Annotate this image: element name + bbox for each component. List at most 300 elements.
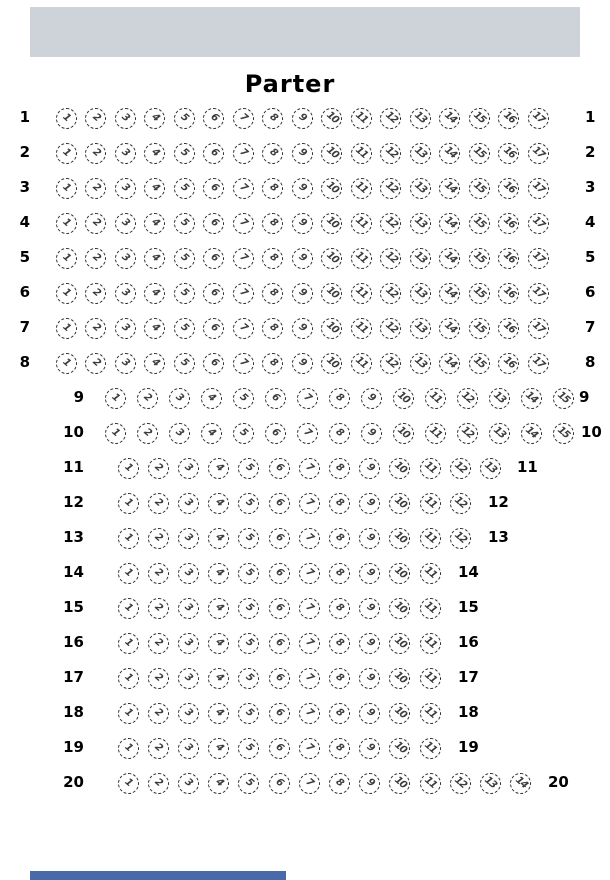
seat[interactable]: [292, 178, 313, 199]
seat[interactable]: [233, 318, 254, 339]
seat[interactable]: [178, 493, 199, 514]
seat[interactable]: [393, 423, 414, 444]
seat[interactable]: [389, 738, 410, 759]
seat[interactable]: [480, 773, 501, 794]
seat[interactable]: [321, 213, 342, 234]
seat[interactable]: [201, 388, 222, 409]
seat[interactable]: [439, 283, 460, 304]
seat[interactable]: [380, 248, 401, 269]
seat[interactable]: [498, 143, 519, 164]
seat[interactable]: [351, 318, 372, 339]
seat[interactable]: [469, 248, 490, 269]
seat[interactable]: [329, 633, 350, 654]
seat[interactable]: [137, 423, 158, 444]
seat[interactable]: [169, 423, 190, 444]
seat[interactable]: [469, 213, 490, 234]
seat[interactable]: [269, 668, 290, 689]
seat[interactable]: [389, 703, 410, 724]
seat[interactable]: [169, 388, 190, 409]
seat[interactable]: [238, 563, 259, 584]
seat[interactable]: [410, 108, 431, 129]
seat[interactable]: [144, 318, 165, 339]
seat[interactable]: [329, 458, 350, 479]
seat[interactable]: [439, 143, 460, 164]
seat[interactable]: [361, 423, 382, 444]
seat[interactable]: [115, 353, 136, 374]
seat[interactable]: [329, 703, 350, 724]
seat[interactable]: [528, 318, 549, 339]
seat[interactable]: [174, 353, 195, 374]
seat[interactable]: [420, 493, 441, 514]
seat[interactable]: [528, 178, 549, 199]
seat[interactable]: [321, 108, 342, 129]
seat[interactable]: [203, 143, 224, 164]
seat[interactable]: [439, 353, 460, 374]
seat-number: 5: [243, 601, 255, 614]
seat[interactable]: [115, 248, 136, 269]
seat[interactable]: [420, 738, 441, 759]
seat[interactable]: [299, 563, 320, 584]
seat[interactable]: [85, 283, 106, 304]
seat[interactable]: [299, 598, 320, 619]
seat[interactable]: [203, 178, 224, 199]
seat[interactable]: [439, 248, 460, 269]
seat[interactable]: [118, 668, 139, 689]
seat[interactable]: [420, 773, 441, 794]
seat[interactable]: [351, 248, 372, 269]
seat[interactable]: [233, 213, 254, 234]
seat[interactable]: [450, 493, 471, 514]
seat[interactable]: [174, 143, 195, 164]
seat[interactable]: [265, 423, 286, 444]
seat-number: 8: [333, 461, 346, 474]
seat[interactable]: [528, 283, 549, 304]
seat[interactable]: [410, 143, 431, 164]
seat[interactable]: [410, 213, 431, 234]
seat[interactable]: [148, 633, 169, 654]
seat-number: 12: [382, 109, 399, 126]
seat[interactable]: [359, 598, 380, 619]
seat[interactable]: [262, 178, 283, 199]
seat[interactable]: [389, 773, 410, 794]
seat[interactable]: [439, 178, 460, 199]
seat[interactable]: [498, 108, 519, 129]
seat[interactable]: [351, 178, 372, 199]
seat[interactable]: [144, 108, 165, 129]
seat[interactable]: [553, 388, 574, 409]
seat[interactable]: [115, 318, 136, 339]
seat[interactable]: [115, 143, 136, 164]
seat-number: 10: [392, 774, 409, 791]
seat[interactable]: [118, 633, 139, 654]
seat[interactable]: [269, 773, 290, 794]
seat[interactable]: [420, 528, 441, 549]
seat[interactable]: [269, 458, 290, 479]
seat[interactable]: [389, 458, 410, 479]
seat[interactable]: [553, 423, 574, 444]
seat[interactable]: [480, 458, 501, 479]
seat[interactable]: [361, 388, 382, 409]
seat[interactable]: [299, 738, 320, 759]
seat[interactable]: [148, 563, 169, 584]
seat[interactable]: [380, 178, 401, 199]
seat[interactable]: [238, 458, 259, 479]
seat[interactable]: [208, 633, 229, 654]
seat[interactable]: [292, 353, 313, 374]
seat[interactable]: [208, 668, 229, 689]
seat[interactable]: [420, 668, 441, 689]
seat-number: 11: [353, 214, 370, 231]
seat[interactable]: [148, 528, 169, 549]
seat[interactable]: [56, 108, 77, 129]
seat[interactable]: [208, 563, 229, 584]
seat[interactable]: [174, 178, 195, 199]
seat[interactable]: [208, 458, 229, 479]
seat[interactable]: [115, 108, 136, 129]
seat[interactable]: [389, 633, 410, 654]
seat[interactable]: [85, 108, 106, 129]
seat[interactable]: [498, 213, 519, 234]
seat[interactable]: [521, 388, 542, 409]
seat[interactable]: [292, 318, 313, 339]
seat[interactable]: [174, 108, 195, 129]
seat[interactable]: [174, 318, 195, 339]
seat[interactable]: [118, 493, 139, 514]
seat[interactable]: [457, 423, 478, 444]
seat[interactable]: [118, 703, 139, 724]
seat[interactable]: [297, 388, 318, 409]
seat[interactable]: [233, 143, 254, 164]
seat[interactable]: [359, 528, 380, 549]
seat[interactable]: [118, 528, 139, 549]
seat[interactable]: [178, 598, 199, 619]
seat[interactable]: [420, 703, 441, 724]
seat[interactable]: [498, 353, 519, 374]
seat[interactable]: [469, 143, 490, 164]
seat[interactable]: [203, 108, 224, 129]
seat[interactable]: [233, 108, 254, 129]
seat[interactable]: [329, 598, 350, 619]
seat[interactable]: [233, 423, 254, 444]
seat[interactable]: [521, 423, 542, 444]
seat[interactable]: [174, 248, 195, 269]
seat[interactable]: [321, 318, 342, 339]
seat[interactable]: [118, 738, 139, 759]
seat[interactable]: [469, 108, 490, 129]
seat[interactable]: [265, 388, 286, 409]
seat[interactable]: [299, 633, 320, 654]
seat[interactable]: [329, 493, 350, 514]
seat[interactable]: [262, 248, 283, 269]
seat[interactable]: [144, 283, 165, 304]
seat-number: 12: [452, 494, 469, 511]
seat[interactable]: [238, 773, 259, 794]
seat[interactable]: [203, 248, 224, 269]
seat[interactable]: [389, 563, 410, 584]
seat[interactable]: [148, 458, 169, 479]
seat[interactable]: [238, 738, 259, 759]
seat[interactable]: [299, 668, 320, 689]
seat[interactable]: [450, 528, 471, 549]
seat[interactable]: [410, 353, 431, 374]
seat[interactable]: [351, 143, 372, 164]
seat[interactable]: [118, 598, 139, 619]
seat[interactable]: [144, 213, 165, 234]
seat[interactable]: [56, 318, 77, 339]
seat[interactable]: [148, 773, 169, 794]
seat[interactable]: [389, 598, 410, 619]
seat[interactable]: [528, 353, 549, 374]
seat[interactable]: [85, 213, 106, 234]
seat[interactable]: [233, 248, 254, 269]
seat[interactable]: [115, 178, 136, 199]
seat[interactable]: [233, 283, 254, 304]
seat[interactable]: [469, 318, 490, 339]
seat[interactable]: [201, 423, 222, 444]
seat[interactable]: [269, 633, 290, 654]
seat[interactable]: [380, 213, 401, 234]
seat[interactable]: [321, 143, 342, 164]
seat[interactable]: [498, 283, 519, 304]
seat-number: 3: [182, 531, 195, 544]
seat[interactable]: [469, 178, 490, 199]
seat[interactable]: [410, 318, 431, 339]
seat[interactable]: [359, 458, 380, 479]
seat[interactable]: [292, 248, 313, 269]
seat[interactable]: [528, 248, 549, 269]
seat[interactable]: [208, 773, 229, 794]
seat[interactable]: [439, 108, 460, 129]
seat[interactable]: [174, 213, 195, 234]
seat[interactable]: [262, 143, 283, 164]
seat[interactable]: [118, 563, 139, 584]
seat[interactable]: [329, 423, 350, 444]
seat[interactable]: [439, 318, 460, 339]
seat[interactable]: [137, 388, 158, 409]
seat[interactable]: [450, 773, 471, 794]
seat[interactable]: [380, 143, 401, 164]
seat[interactable]: [238, 703, 259, 724]
seat[interactable]: [321, 283, 342, 304]
seat[interactable]: [85, 143, 106, 164]
seat[interactable]: [85, 318, 106, 339]
seat[interactable]: [238, 493, 259, 514]
seat[interactable]: [528, 108, 549, 129]
seat[interactable]: [498, 178, 519, 199]
seat[interactable]: [439, 213, 460, 234]
seat[interactable]: [118, 773, 139, 794]
seat[interactable]: [115, 213, 136, 234]
seat[interactable]: [238, 668, 259, 689]
seat[interactable]: [420, 633, 441, 654]
seat[interactable]: [297, 423, 318, 444]
seat-number: 4: [213, 566, 225, 579]
seat[interactable]: [269, 738, 290, 759]
seat[interactable]: [299, 528, 320, 549]
seat[interactable]: [299, 703, 320, 724]
seat[interactable]: [208, 738, 229, 759]
seat[interactable]: [528, 143, 549, 164]
seat-number: 5: [178, 356, 191, 369]
seat[interactable]: [359, 738, 380, 759]
seat[interactable]: [105, 423, 126, 444]
seat[interactable]: [389, 493, 410, 514]
seat[interactable]: [174, 283, 195, 304]
seat[interactable]: [498, 318, 519, 339]
seat[interactable]: [115, 283, 136, 304]
seat[interactable]: [469, 283, 490, 304]
seat[interactable]: [380, 318, 401, 339]
seat[interactable]: [329, 563, 350, 584]
seat[interactable]: [148, 668, 169, 689]
seat[interactable]: [178, 703, 199, 724]
seat[interactable]: [178, 528, 199, 549]
seat[interactable]: [233, 178, 254, 199]
seat[interactable]: [389, 668, 410, 689]
seat[interactable]: [178, 668, 199, 689]
seat[interactable]: [56, 283, 77, 304]
row-number-right: 19: [458, 737, 479, 756]
seat[interactable]: [56, 178, 77, 199]
seat[interactable]: [203, 353, 224, 374]
seat[interactable]: [238, 528, 259, 549]
seat[interactable]: [262, 213, 283, 234]
seat[interactable]: [269, 528, 290, 549]
seat[interactable]: [351, 108, 372, 129]
seat[interactable]: [233, 388, 254, 409]
seat[interactable]: [85, 248, 106, 269]
seat[interactable]: [203, 283, 224, 304]
seat[interactable]: [269, 563, 290, 584]
seat[interactable]: [420, 563, 441, 584]
seat[interactable]: [144, 353, 165, 374]
seat[interactable]: [238, 598, 259, 619]
seat-number: 4: [148, 181, 161, 194]
seat[interactable]: [56, 248, 77, 269]
seat[interactable]: [380, 353, 401, 374]
seat[interactable]: [425, 388, 446, 409]
seat[interactable]: [178, 633, 199, 654]
seat[interactable]: [203, 213, 224, 234]
seat[interactable]: [410, 178, 431, 199]
seat[interactable]: [359, 773, 380, 794]
seat[interactable]: [389, 528, 410, 549]
seat[interactable]: [489, 423, 510, 444]
seat[interactable]: [469, 353, 490, 374]
seat-number: 8: [333, 671, 346, 684]
seat[interactable]: [56, 213, 77, 234]
seat[interactable]: [262, 283, 283, 304]
seat[interactable]: [56, 143, 77, 164]
seat[interactable]: [351, 213, 372, 234]
seat[interactable]: [380, 108, 401, 129]
seat[interactable]: [359, 563, 380, 584]
seat[interactable]: [208, 493, 229, 514]
seat[interactable]: [262, 318, 283, 339]
seat[interactable]: [380, 283, 401, 304]
seat[interactable]: [148, 493, 169, 514]
seat[interactable]: [178, 738, 199, 759]
seat[interactable]: [410, 248, 431, 269]
seat[interactable]: [118, 458, 139, 479]
seat[interactable]: [359, 668, 380, 689]
seat[interactable]: [144, 248, 165, 269]
seat[interactable]: [238, 633, 259, 654]
seat-number: 13: [412, 319, 429, 336]
seat[interactable]: [321, 353, 342, 374]
seat[interactable]: [329, 773, 350, 794]
seat[interactable]: [420, 598, 441, 619]
seat[interactable]: [203, 318, 224, 339]
seat[interactable]: [292, 213, 313, 234]
seat-number: 11: [353, 319, 370, 336]
seat[interactable]: [351, 353, 372, 374]
seat[interactable]: [299, 493, 320, 514]
seat[interactable]: [498, 248, 519, 269]
seat[interactable]: [457, 388, 478, 409]
seat[interactable]: [359, 493, 380, 514]
seat[interactable]: [321, 178, 342, 199]
seat[interactable]: [208, 528, 229, 549]
seat[interactable]: [359, 633, 380, 654]
seat[interactable]: [178, 773, 199, 794]
seat[interactable]: [528, 213, 549, 234]
seat[interactable]: [178, 563, 199, 584]
seat[interactable]: [144, 143, 165, 164]
seat[interactable]: [208, 598, 229, 619]
seat[interactable]: [450, 458, 471, 479]
seat[interactable]: [329, 388, 350, 409]
seat[interactable]: [299, 773, 320, 794]
seat[interactable]: [148, 703, 169, 724]
seat[interactable]: [489, 388, 510, 409]
seat[interactable]: [299, 458, 320, 479]
seat[interactable]: [329, 528, 350, 549]
seat[interactable]: [410, 283, 431, 304]
seat[interactable]: [85, 178, 106, 199]
seat[interactable]: [420, 458, 441, 479]
seat[interactable]: [262, 353, 283, 374]
seat[interactable]: [425, 423, 446, 444]
seat[interactable]: [359, 703, 380, 724]
seat[interactable]: [510, 773, 531, 794]
seat[interactable]: [178, 458, 199, 479]
seat[interactable]: [233, 353, 254, 374]
seat[interactable]: [329, 738, 350, 759]
seat[interactable]: [148, 738, 169, 759]
seat[interactable]: [393, 388, 414, 409]
seat[interactable]: [208, 703, 229, 724]
seat[interactable]: [269, 703, 290, 724]
seat[interactable]: [351, 283, 372, 304]
seat[interactable]: [56, 353, 77, 374]
seat[interactable]: [85, 353, 106, 374]
seat[interactable]: [292, 143, 313, 164]
seat[interactable]: [105, 388, 126, 409]
seat[interactable]: [329, 668, 350, 689]
seat-number: 2: [89, 181, 102, 194]
seat[interactable]: [269, 493, 290, 514]
seat[interactable]: [321, 248, 342, 269]
seat[interactable]: [292, 108, 313, 129]
seat[interactable]: [144, 178, 165, 199]
seat[interactable]: [269, 598, 290, 619]
seat[interactable]: [148, 598, 169, 619]
seat-number: 3: [119, 251, 132, 264]
row-number-left: 9: [73, 387, 84, 406]
seat[interactable]: [262, 108, 283, 129]
seat[interactable]: [292, 283, 313, 304]
